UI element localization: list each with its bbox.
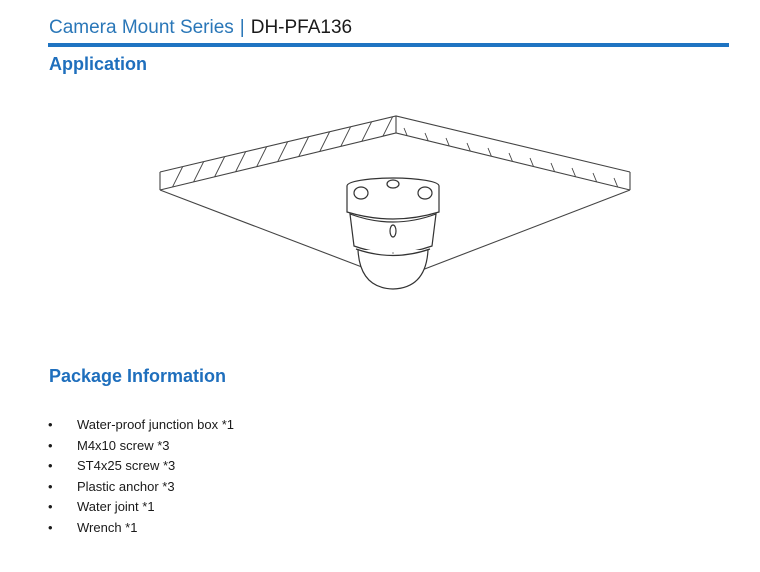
list-item: • Plastic anchor *3 <box>46 477 234 498</box>
model-number: DH-PFA136 <box>250 17 353 38</box>
ceiling-mount-illustration <box>150 105 640 300</box>
application-title: Application <box>49 54 147 74</box>
list-item: • Wrench *1 <box>46 518 234 539</box>
list-item: • Water joint *1 <box>46 497 234 518</box>
document-header <box>49 16 352 40</box>
package-information-title: Package Information <box>49 366 227 386</box>
series-name: Camera Mount Series <box>49 17 234 38</box>
list-item: • ST4x25 screw *3 <box>46 456 234 477</box>
list-item: • Water-proof junction box *1 <box>46 415 234 436</box>
package-list <box>46 415 234 539</box>
list-item: • M4x10 screw *3 <box>46 436 234 457</box>
dome-camera-icon <box>347 178 439 289</box>
header-rule <box>48 43 729 47</box>
header-separator: | <box>239 17 245 38</box>
